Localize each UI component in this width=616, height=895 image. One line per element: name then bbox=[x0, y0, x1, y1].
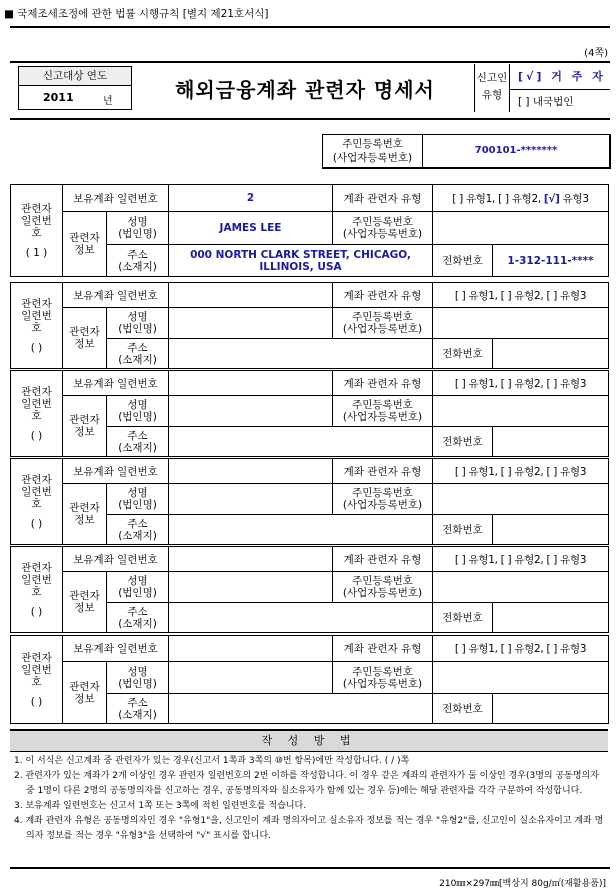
rrn-label: 주민등록번호 (사업자등록번호) bbox=[333, 308, 433, 339]
filer-id-label: 주민등록번호 (사업자등록번호) bbox=[323, 135, 423, 167]
filer-type-divider bbox=[510, 89, 610, 90]
report-year-value[interactable]: 2011 bbox=[43, 91, 74, 104]
address-label: 주소 (소재지) bbox=[107, 245, 169, 277]
address-value[interactable] bbox=[169, 694, 433, 724]
account-relation-type-options[interactable]: [ ] 유형1, [ ] 유형2, [ ] 유형3 bbox=[433, 636, 609, 662]
top-divider bbox=[10, 26, 610, 28]
holding-serial-value[interactable]: 2 bbox=[169, 185, 333, 212]
rrn-value[interactable] bbox=[433, 396, 609, 427]
holding-serial-value[interactable] bbox=[169, 547, 333, 572]
related-person-number[interactable]: ( ) bbox=[30, 341, 43, 354]
phone-label: 전화번호 bbox=[433, 427, 493, 457]
account-relation-type-label: 계좌 관련자 유형 bbox=[333, 459, 433, 484]
address-label: 주소 (소재지) bbox=[107, 694, 169, 724]
phone-label: 전화번호 bbox=[433, 245, 493, 277]
instruction-note: 4. 계좌 관련자 유형은 공동명의자인 경우 "유형1"을, 신고인이 계좌 명의자이고 실소유자 정보를 적는 경우 "유형2"를, 신고인이 실소유자이고 계좌 명의자 정보를 적는 경우 "유형3"을 선택하여 "√" 표시를 합니다. bbox=[14, 816, 604, 841]
address-label: 주소 (소재지) bbox=[107, 427, 169, 457]
account-relation-type-options[interactable]: [ ] 유형1, [ ] 유형2, [ ] 유형3 bbox=[433, 283, 609, 308]
phone-label: 전화번호 bbox=[433, 603, 493, 633]
name-label: 성명 (법인명) bbox=[107, 572, 169, 603]
phone-label: 전화번호 bbox=[433, 339, 493, 369]
related-person-table bbox=[10, 458, 609, 545]
rrn-label: 주민등록번호 (사업자등록번호) bbox=[333, 484, 433, 515]
rrn-value[interactable] bbox=[433, 308, 609, 339]
account-relation-type-options[interactable]: [ ] 유형1, [ ] 유형2, [ ] 유형3 bbox=[433, 547, 609, 572]
name-value[interactable] bbox=[169, 662, 333, 694]
rrn-label: 주민등록번호 (사업자등록번호) bbox=[333, 662, 433, 694]
name-value[interactable] bbox=[169, 396, 333, 427]
filer-type-domestic-corp-option[interactable]: [ ] 내국법인 bbox=[518, 96, 574, 108]
address-value[interactable] bbox=[169, 339, 433, 369]
rrn-value[interactable] bbox=[433, 662, 609, 694]
phone-value[interactable]: 1-312-111-**** bbox=[493, 245, 609, 277]
report-year-unit: 년 bbox=[103, 96, 113, 107]
related-info-label: 관련자 정보 bbox=[63, 308, 107, 369]
holding-serial-label: 보유계좌 일련번호 bbox=[63, 371, 169, 396]
holding-serial-value[interactable] bbox=[169, 283, 333, 308]
name-label: 성명 (법인명) bbox=[107, 396, 169, 427]
phone-label: 전화번호 bbox=[433, 694, 493, 724]
address-label: 주소 (소재지) bbox=[107, 603, 169, 633]
name-label: 성명 (법인명) bbox=[107, 212, 169, 245]
phone-value[interactable] bbox=[493, 427, 609, 457]
related-person-table bbox=[10, 282, 609, 369]
rrn-label: 주민등록번호 (사업자등록번호) bbox=[333, 212, 433, 245]
related-person-number-cell: 관련자 일련번 호 ( ) bbox=[11, 371, 63, 457]
related-person-number-cell: 관련자 일련번 호 ( ) bbox=[11, 636, 63, 724]
address-value[interactable] bbox=[169, 427, 433, 457]
related-person-table bbox=[10, 546, 609, 633]
filer-type-label: 신고인 유형 bbox=[474, 64, 510, 112]
related-info-label: 관련자 정보 bbox=[63, 396, 107, 457]
holding-serial-label: 보유계좌 일련번호 bbox=[63, 283, 169, 308]
rrn-label: 주민등록번호 (사업자등록번호) bbox=[333, 396, 433, 427]
address-value[interactable]: 000 NORTH CLARK STREET, CHICAGO, ILLINOIS, USA bbox=[169, 245, 433, 277]
account-relation-type-label: 계좌 관련자 유형 bbox=[333, 283, 433, 308]
phone-label: 전화번호 bbox=[433, 515, 493, 545]
account-relation-type-label: 계좌 관련자 유형 bbox=[333, 547, 433, 572]
instructions-list bbox=[14, 754, 608, 844]
instruction-note: 3. 보유계좌 일련번호는 신고서 1쪽 또는 3쪽에 적힌 일련번호를 적습니다. bbox=[14, 801, 307, 811]
account-relation-type-options[interactable]: [ ] 유형1, [ ] 유형2, [ ] 유형3 bbox=[433, 459, 609, 484]
related-person-table bbox=[10, 370, 609, 457]
account-relation-type-label: 계좌 관련자 유형 bbox=[333, 185, 433, 212]
address-value[interactable] bbox=[169, 515, 433, 545]
filer-type-resident-option[interactable]: [√] 거 주 자 bbox=[518, 70, 606, 83]
bottom-rule bbox=[10, 867, 610, 869]
related-person-number-cell: 관련자 일련번 호 ( ) bbox=[11, 459, 63, 545]
related-person-number-cell: 관련자 일련번 호 ( ) bbox=[11, 283, 63, 369]
filer-id-box bbox=[322, 134, 611, 169]
phone-value[interactable] bbox=[493, 603, 609, 633]
holding-serial-value[interactable] bbox=[169, 459, 333, 484]
account-relation-type-options[interactable]: [ ] 유형1, [ ] 유형2, [√] 유형3 bbox=[433, 185, 609, 212]
address-value[interactable] bbox=[169, 603, 433, 633]
related-person-number-cell: 관련자 일련번 호 ( ) bbox=[11, 547, 63, 633]
account-relation-type-label: 계좌 관련자 유형 bbox=[333, 371, 433, 396]
report-year-box bbox=[18, 66, 132, 110]
related-info-label: 관련자 정보 bbox=[63, 572, 107, 633]
related-info-label: 관련자 정보 bbox=[63, 212, 107, 277]
rrn-value[interactable] bbox=[433, 484, 609, 515]
rrn-value[interactable] bbox=[433, 212, 609, 245]
holding-serial-label: 보유계좌 일련번호 bbox=[63, 636, 169, 662]
related-info-label: 관련자 정보 bbox=[63, 484, 107, 545]
account-relation-type-options[interactable]: [ ] 유형1, [ ] 유형2, [ ] 유형3 bbox=[433, 371, 609, 396]
instruction-note: 2. 관련자가 있는 계좌가 2개 이상인 경우 관련자 일련번호의 2번 이하를 작성합니다. 이 경우 같은 계좌의 관련자가 둘 이상인 경우(3명의 공동명의자 중 1명이 다른 2명의 공동명의자를 신고하는 경우, 공동명의자와 실소유자가 함께 있는 경우 등)에는 해당 관련자를 각각 구분하여 작성합니다. bbox=[14, 771, 599, 796]
related-person-number[interactable]: ( ) bbox=[30, 695, 43, 708]
related-person-number-cell: 관련자 일련번 호 ( 1 ) bbox=[11, 185, 63, 277]
phone-value[interactable] bbox=[493, 515, 609, 545]
account-relation-type-label: 계좌 관련자 유형 bbox=[333, 636, 433, 662]
related-person-number[interactable]: ( 1 ) bbox=[25, 246, 48, 259]
related-person-number[interactable]: ( ) bbox=[30, 605, 43, 618]
related-person-table bbox=[10, 635, 609, 724]
form-reference: ■ 국제조세조정에 관한 법률 시행규칙 [별지 제21호서식] bbox=[4, 8, 269, 20]
holding-serial-value[interactable] bbox=[169, 636, 333, 662]
name-label: 성명 (법인명) bbox=[107, 662, 169, 694]
rrn-value[interactable] bbox=[433, 572, 609, 603]
holding-serial-value[interactable] bbox=[169, 371, 333, 396]
form-title: 해외금융계좌 관련자 명세서 bbox=[175, 78, 435, 102]
title-bottom-rule bbox=[10, 118, 610, 120]
name-label: 성명 (법인명) bbox=[107, 484, 169, 515]
paper-spec: 210㎜×297㎜[백상지 80g/㎡(재활용품)] bbox=[439, 879, 606, 889]
rrn-label: 주민등록번호 (사업자등록번호) bbox=[333, 572, 433, 603]
phone-value[interactable] bbox=[493, 339, 609, 369]
related-info-label: 관련자 정보 bbox=[63, 662, 107, 724]
instruction-note: 1. 이 서식은 신고계좌 중 관련자가 있는 경우(신고서 1쪽과 3쪽의 ⑩번 항목)에만 작성합니다. ( / )쪽 bbox=[14, 756, 410, 766]
report-year-label: 신고대상 연도 bbox=[19, 67, 131, 86]
page-number: (4쪽) bbox=[584, 48, 608, 59]
name-value[interactable] bbox=[169, 572, 333, 603]
related-person-number[interactable]: ( ) bbox=[30, 517, 43, 530]
instructions-title: 작 성 방 법 bbox=[10, 729, 608, 752]
title-block bbox=[10, 62, 610, 116]
name-label: 성명 (법인명) bbox=[107, 308, 169, 339]
name-value[interactable] bbox=[169, 308, 333, 339]
name-value[interactable] bbox=[169, 484, 333, 515]
holding-serial-label: 보유계좌 일련번호 bbox=[63, 185, 169, 212]
address-label: 주소 (소재지) bbox=[107, 339, 169, 369]
holding-serial-label: 보유계좌 일련번호 bbox=[63, 547, 169, 572]
filer-id-value[interactable]: 700101-******* bbox=[474, 145, 558, 156]
holding-serial-label: 보유계좌 일련번호 bbox=[63, 459, 169, 484]
related-person-table bbox=[10, 184, 609, 277]
related-person-number[interactable]: ( ) bbox=[30, 429, 43, 442]
address-label: 주소 (소재지) bbox=[107, 515, 169, 545]
phone-value[interactable] bbox=[493, 694, 609, 724]
name-value[interactable]: JAMES LEE bbox=[169, 212, 333, 245]
